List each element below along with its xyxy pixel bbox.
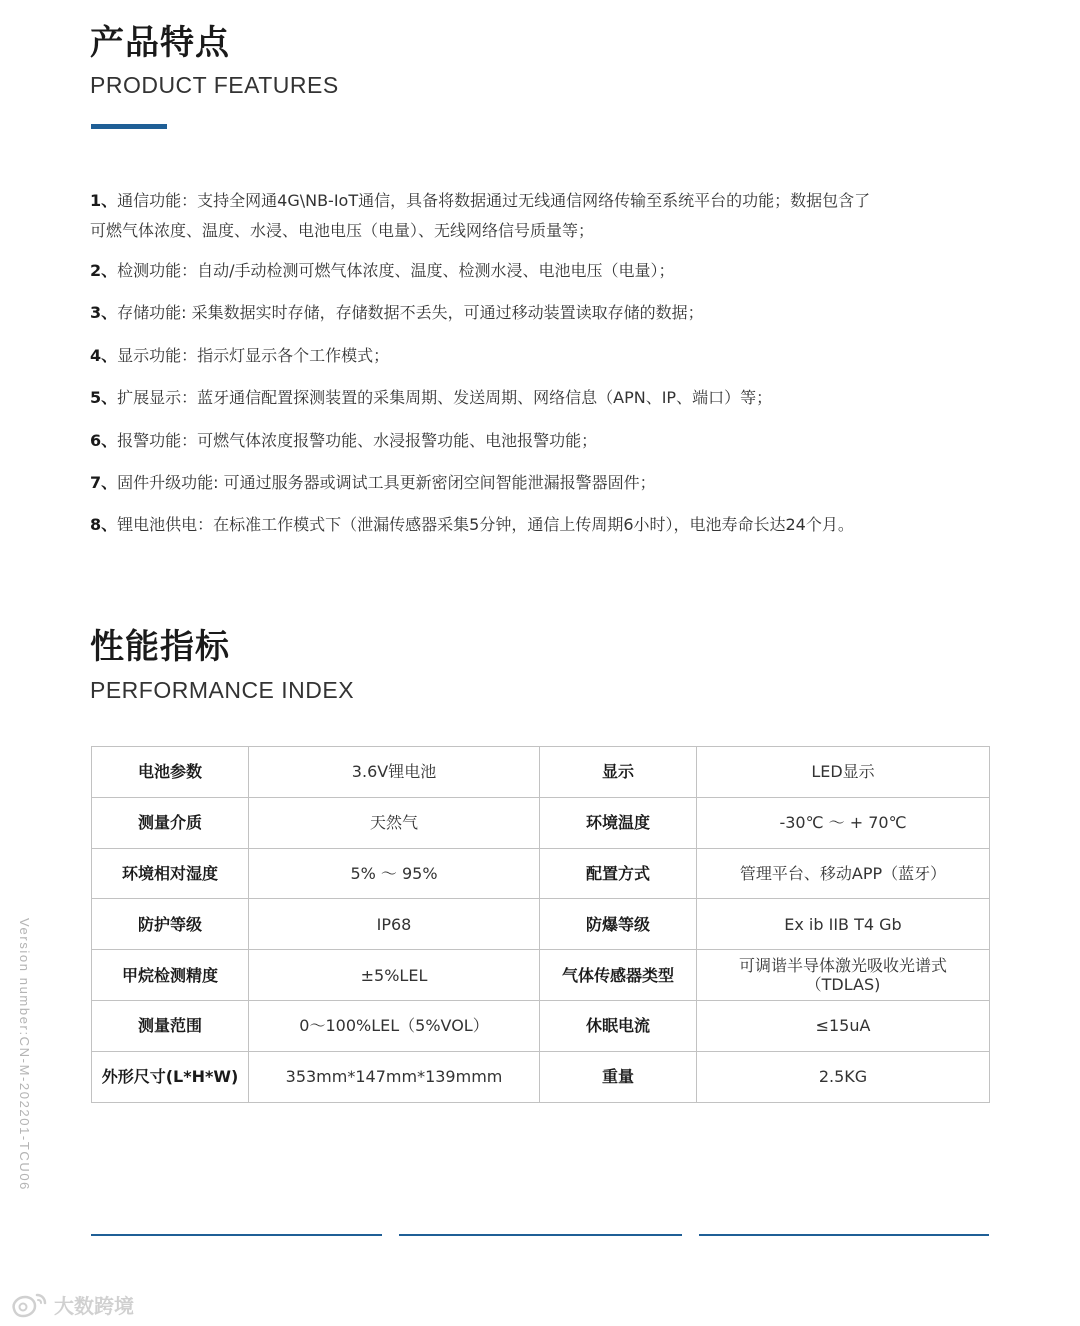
spec-value: -30℃ ～ + 70℃ [697, 797, 990, 848]
feature-item-1 [90, 186, 970, 246]
feature-item-6 [90, 426, 970, 456]
feature-text: 报警功能：可燃气体浓度报警功能、水浸报警功能、电池报警功能； [117, 431, 598, 450]
table-row [92, 848, 990, 899]
spec-value: 管理平台、移动APP（蓝牙） [697, 848, 990, 899]
spec-value: 天然气 [249, 797, 540, 848]
table-row [92, 1000, 990, 1051]
feature-item-4 [90, 341, 970, 371]
feature-item-8 [90, 510, 970, 540]
spec-label: 外形尺寸(L*H*W) [92, 1051, 249, 1102]
feature-text: 扩展显示：蓝牙通信配置探测装置的采集周期、发送周期、网络信息（APN、IP、端口）等； [117, 388, 773, 407]
feature-number: 4、 [90, 346, 118, 365]
spec-label: 气体传感器类型 [540, 950, 697, 1001]
spec-label: 甲烷检测精度 [92, 950, 249, 1001]
spec-value: LED显示 [697, 747, 990, 798]
spec-value: IP68 [249, 899, 540, 950]
feature-text-continued: 可燃气体浓度、温度、水浸、电池电压（电量）、无线网络信号质量等； [90, 221, 595, 240]
watermark [10, 1290, 134, 1319]
spec-label: 环境相对湿度 [92, 848, 249, 899]
feature-item-3 [90, 298, 970, 328]
spec-value: 2.5KG [697, 1051, 990, 1102]
spec-table [91, 746, 990, 1103]
feature-text: 锂电池供电：在标准工作模式下（泄漏传感器采集5分钟，通信上传周期6小时），电池寿命长达24个月。 [117, 515, 854, 534]
weibo-icon [10, 1291, 48, 1319]
spec-label: 电池参数 [92, 747, 249, 798]
performance-subtitle: PERFORMANCE INDEX [90, 677, 355, 703]
feature-text: 存储功能: 采集数据实时存储，存储数据不丢失，可通过移动装置读取存储的数据； [117, 303, 704, 322]
table-row [92, 899, 990, 950]
feature-text: 通信功能：支持全网通4G\NB-IoT通信，具备将数据通过无线通信网络传输至系统平台的功能；数据包含了 [117, 191, 871, 210]
spec-label: 配置方式 [540, 848, 697, 899]
spec-label: 防护等级 [92, 899, 249, 950]
spec-value: 5% ～ 95% [249, 848, 540, 899]
spec-label: 测量范围 [92, 1000, 249, 1051]
feature-item-7 [90, 468, 970, 498]
watermark-text: 大数跨境 [54, 1294, 134, 1318]
version-number: Version number:CN-M-202201-TCU06 [17, 918, 32, 1192]
spec-label: 休眠电流 [540, 1000, 697, 1051]
table-row [92, 747, 990, 798]
spec-value: 3.6V锂电池 [249, 747, 540, 798]
spec-label: 重量 [540, 1051, 697, 1102]
feature-number: 2、 [90, 261, 118, 280]
feature-number: 5、 [90, 388, 118, 407]
spec-value: 0～100%LEL（5%VOL） [249, 1000, 540, 1051]
spec-label: 显示 [540, 747, 697, 798]
table-row [92, 950, 990, 1001]
footer-divider-2 [399, 1234, 682, 1236]
table-row [92, 1051, 990, 1102]
title-accent-bar [91, 124, 167, 129]
feature-number: 7、 [90, 473, 118, 492]
spec-value: 可调谐半导体激光吸收光谱式（TDLAS) [697, 950, 990, 1001]
spec-value: ±5%LEL [249, 950, 540, 1001]
table-row [92, 797, 990, 848]
features-subtitle: PRODUCT FEATURES [90, 72, 339, 98]
feature-number: 6、 [90, 431, 118, 450]
feature-item-5 [90, 383, 970, 413]
feature-number: 3、 [90, 303, 118, 322]
spec-label: 防爆等级 [540, 899, 697, 950]
spec-value: Ex ib IIB T4 Gb [697, 899, 990, 950]
feature-number: 1、 [90, 191, 118, 210]
feature-text: 检测功能：自动/手动检测可燃气体浓度、温度、检测水浸、电池电压（电量）； [117, 261, 675, 280]
feature-number: 8、 [90, 515, 118, 534]
feature-text: 显示功能：指示灯显示各个工作模式； [117, 346, 390, 365]
spec-label: 环境温度 [540, 797, 697, 848]
features-title: 产品特点 [90, 23, 230, 63]
footer-divider-3 [699, 1234, 989, 1236]
spec-value: 353mm*147mm*139mmm [249, 1051, 540, 1102]
footer-divider-1 [91, 1234, 382, 1236]
feature-item-2 [90, 256, 970, 286]
spec-value: ≤15uA [697, 1000, 990, 1051]
performance-title: 性能指标 [90, 627, 230, 667]
feature-text: 固件升级功能: 可通过服务器或调试工具更新密闭空间智能泄漏报警器固件； [117, 473, 656, 492]
spec-label: 测量介质 [92, 797, 249, 848]
